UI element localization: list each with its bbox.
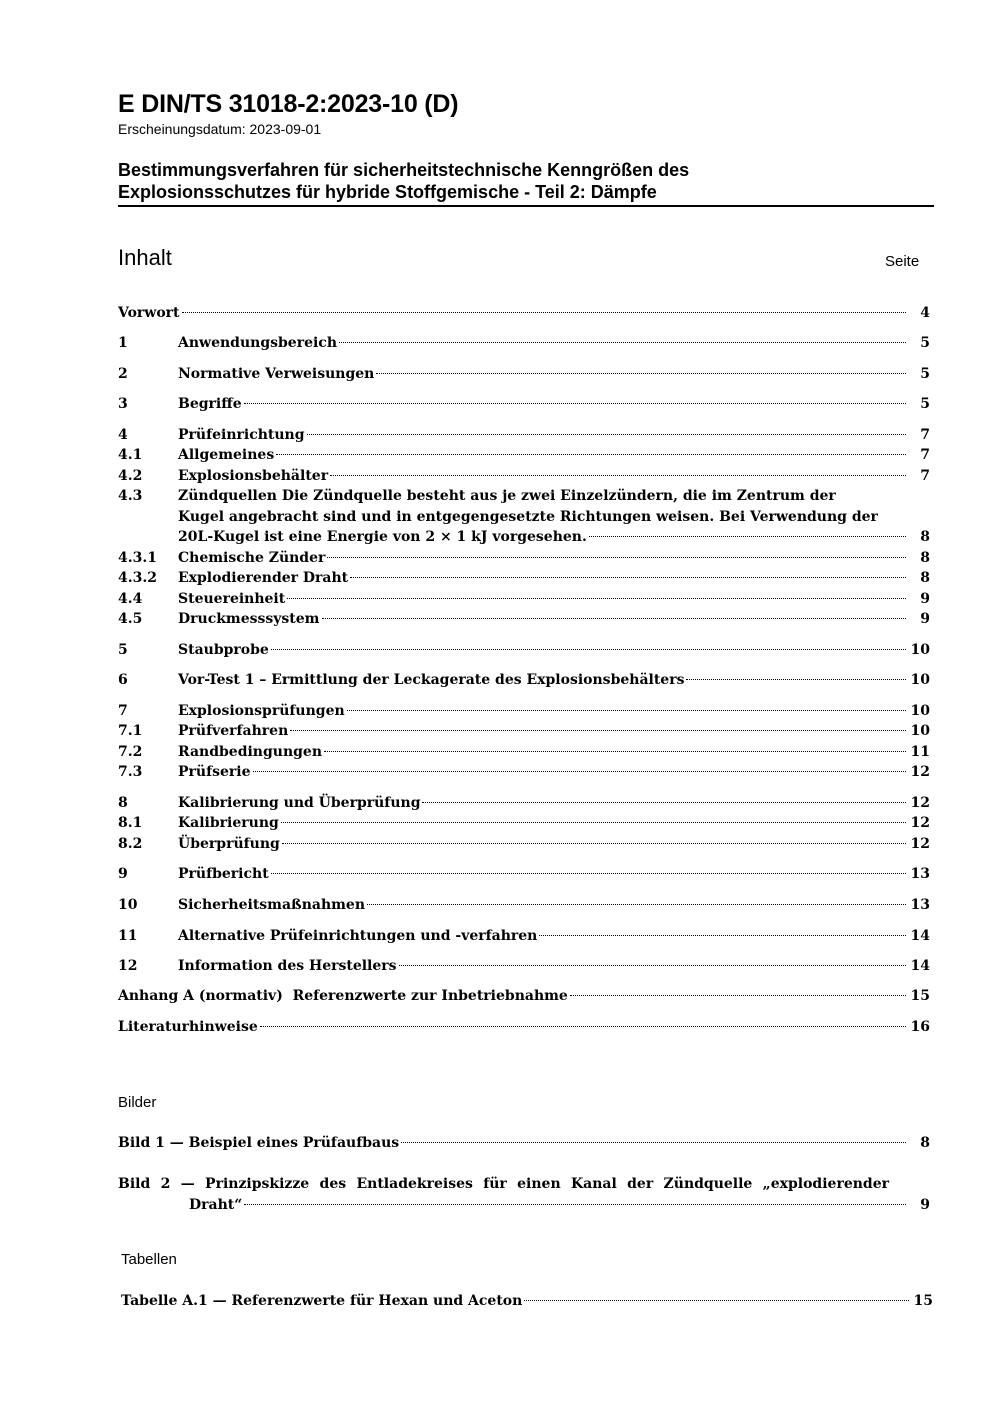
- table-entry-page: 15: [913, 1293, 933, 1309]
- toc-entry-11[interactable]: [118, 926, 930, 946]
- toc-entry-8[interactable]: [118, 793, 930, 813]
- dot-leader: [271, 873, 906, 874]
- toc-entry-5[interactable]: [118, 640, 930, 660]
- toc-entry-page: 12: [910, 764, 930, 780]
- toc-entry-annex-a[interactable]: [118, 986, 930, 1006]
- toc-entry-4-1[interactable]: [118, 445, 930, 465]
- toc-entry-number: 4.3: [118, 488, 143, 504]
- toc-entry-page: 10: [910, 723, 930, 739]
- figure-entry-label: Bild 1 — Beispiel eines Prüfaufbaus: [118, 1135, 400, 1151]
- toc-entry-7-1[interactable]: [118, 721, 930, 741]
- toc-entry-4-3-line-2[interactable]: Kugel angebracht sind und in entgegengesetzte Richtungen weisen. Bei Verwendung der: [178, 509, 878, 525]
- toc-entry-label: Anwendungsbereich: [178, 335, 337, 351]
- toc-entry-page: 4: [920, 305, 930, 321]
- title-line-1: Bestimmungsverfahren für sicherheitstechnische Kenngrößen des: [118, 160, 690, 180]
- toc-entry-number: 12: [118, 958, 138, 974]
- toc-entry-number: 4.4: [118, 591, 143, 607]
- dot-leader: [399, 965, 906, 966]
- toc-entry-2[interactable]: [118, 364, 930, 384]
- toc-entry-number: 4.3.2: [118, 570, 157, 586]
- title-line-2: Explosionsschutzes für hybride Stoffgemische - Teil 2: Dämpfe: [118, 182, 657, 202]
- toc-entry-number: 4.2: [118, 468, 143, 484]
- toc-entry-page: 13: [910, 866, 930, 882]
- toc-entry-label: Chemische Zünder: [178, 550, 326, 566]
- toc-entry-label: Explosionsprüfungen: [178, 703, 345, 719]
- toc-entry-label: Allgemeines: [178, 447, 275, 463]
- document-code: E DIN/TS 31018-2:2023-10 (D): [118, 90, 459, 118]
- toc-entry-label: Überprüfung: [178, 836, 280, 852]
- toc-entry-label: Prüfverfahren: [178, 723, 289, 739]
- toc-entry-number: 4: [118, 427, 128, 443]
- toc-entry-page: 12: [910, 815, 930, 831]
- dot-leader: [524, 1300, 909, 1301]
- publication-date: Erscheinungsdatum: 2023-09-01: [118, 121, 322, 137]
- toc-entry-4-3-line-1[interactable]: Zündquellen Die Zündquelle besteht aus je zwei Einzelzündern, die im Zentrum der: [178, 488, 836, 504]
- dot-leader: [324, 751, 906, 752]
- toc-entry-number: 4.5: [118, 611, 143, 627]
- page-column-label: Seite: [885, 253, 920, 270]
- toc-entry-4-5[interactable]: [118, 609, 930, 629]
- dot-leader: [287, 598, 906, 599]
- dot-leader: [276, 454, 906, 455]
- toc-entry-7-3[interactable]: [118, 762, 930, 782]
- toc-entry-page: 7: [920, 427, 930, 443]
- dot-leader: [253, 771, 907, 772]
- toc-entry-label: Druckmesssystem: [178, 611, 320, 627]
- toc-entry-number: 7.2: [118, 744, 143, 760]
- toc-entry-label: Kalibrierung: [178, 815, 279, 831]
- toc-entry-label: Staubprobe: [178, 642, 269, 658]
- toc-entry-number: 1: [118, 335, 128, 351]
- toc-entry-number: 8: [118, 795, 128, 811]
- dot-leader: [244, 403, 906, 404]
- dot-leader: [322, 618, 907, 619]
- toc-entry-page: 5: [920, 396, 930, 412]
- figure-entry-label: Draht“: [189, 1197, 243, 1213]
- dot-leader: [347, 710, 906, 711]
- toc-entry-page: 11: [910, 744, 930, 760]
- dot-leader: [570, 995, 906, 996]
- toc-entry-number: 7.3: [118, 764, 143, 780]
- dot-leader: [260, 1026, 906, 1027]
- toc-entry-page: 10: [910, 703, 930, 719]
- dot-leader: [401, 1142, 906, 1143]
- dot-leader: [589, 536, 906, 537]
- figure-entry-2[interactable]: [118, 1195, 930, 1215]
- toc-entry-page: 8: [920, 529, 930, 545]
- toc-entry-label: Anhang A (normativ) Referenzwerte zur Inbetriebnahme: [118, 988, 568, 1004]
- dot-leader: [422, 802, 906, 803]
- toc-entry-page: 10: [910, 642, 930, 658]
- toc-entry-page: 7: [920, 447, 930, 463]
- toc-entry-page: 8: [920, 570, 930, 586]
- toc-entry-bibliography[interactable]: [118, 1017, 930, 1037]
- toc-entry-8-2[interactable]: [118, 834, 930, 854]
- toc-heading: Inhalt: [118, 245, 172, 270]
- toc-entry-page: 9: [920, 611, 930, 627]
- toc-entry-label: Prüfeinrichtung: [178, 427, 305, 443]
- toc-entry-9[interactable]: [118, 864, 930, 884]
- dot-leader: [244, 1204, 906, 1205]
- toc-entry-page: 14: [910, 928, 930, 944]
- figure-entry-2-line-1[interactable]: Bild 2 — Prinzipskizze des Entladekreises für einen Kanal der Zündquelle „explodierender: [118, 1176, 889, 1192]
- toc-entry-number: 4.3.1: [118, 550, 157, 566]
- figure-entry-page: 8: [920, 1135, 930, 1151]
- toc-entry-page: 14: [910, 958, 930, 974]
- table-entry-label: Tabelle A.1 — Referenzwerte für Hexan und Aceton: [121, 1293, 523, 1309]
- toc-entry-number: 10: [118, 897, 138, 913]
- figure-entry-1[interactable]: [118, 1133, 930, 1153]
- toc-entry-page: 5: [920, 366, 930, 382]
- dot-leader: [376, 373, 906, 374]
- toc-entry-number: 3: [118, 396, 128, 412]
- dot-leader: [281, 822, 906, 823]
- toc-entry-label: Explodierender Draht: [178, 570, 349, 586]
- toc-entry-page: 12: [910, 836, 930, 852]
- toc-entry-vorwort[interactable]: [118, 303, 930, 323]
- toc-entry-label: Randbedingungen: [178, 744, 322, 760]
- toc-entry-6[interactable]: [118, 670, 930, 690]
- table-entry-a1[interactable]: [121, 1291, 933, 1311]
- toc-entry-label: Information des Herstellers: [178, 958, 397, 974]
- toc-entry-number: 8.2: [118, 836, 143, 852]
- toc-entry-label: Vor-Test 1 – Ermittlung der Leckagerate des Explosionsbehälters: [178, 672, 685, 688]
- toc-entry-page: 10: [910, 672, 930, 688]
- toc-entry-12[interactable]: [118, 956, 930, 976]
- toc-entry-label: Prüfserie: [178, 764, 251, 780]
- toc-entry-7[interactable]: [118, 701, 930, 721]
- toc-entry-page: 13: [910, 897, 930, 913]
- dot-leader: [182, 312, 906, 313]
- toc-entry-number: 11: [118, 928, 138, 944]
- toc-entry-number: 4.1: [118, 447, 143, 463]
- dot-leader: [271, 649, 906, 650]
- toc-entry-page: 8: [920, 550, 930, 566]
- toc-entry-label: Explosionsbehälter: [178, 468, 329, 484]
- tables-heading: Tabellen: [121, 1251, 177, 1268]
- toc-entry-4-3-2[interactable]: [118, 568, 930, 588]
- toc-entry-4-4[interactable]: [118, 589, 930, 609]
- dot-leader: [290, 730, 906, 731]
- toc-entry-label: 20L-Kugel ist eine Energie von 2 × 1 kJ vorgesehen.: [178, 529, 587, 545]
- toc-entry-number: 5: [118, 642, 128, 658]
- toc-entry-number: 7.1: [118, 723, 143, 739]
- toc-entry-label: Prüfbericht: [178, 866, 269, 882]
- toc-entry-1[interactable]: [118, 333, 930, 353]
- toc-entry-number: 6: [118, 672, 128, 688]
- toc-entry-number: 8.1: [118, 815, 143, 831]
- toc-entry-page: 15: [910, 988, 930, 1004]
- toc-entry-page: 5: [920, 335, 930, 351]
- toc-entry-4-3-1[interactable]: [118, 548, 930, 568]
- toc-entry-4-2[interactable]: [118, 466, 930, 486]
- dot-leader: [539, 935, 906, 936]
- dot-leader: [327, 557, 906, 558]
- dot-leader: [350, 577, 906, 578]
- toc-entry-3[interactable]: [118, 394, 930, 414]
- toc-entry-page: 16: [910, 1019, 930, 1035]
- dot-leader: [307, 434, 906, 435]
- toc-entry-7-2[interactable]: [118, 742, 930, 762]
- toc-entry-number: 2: [118, 366, 128, 382]
- toc-entry-label: Normative Verweisungen: [178, 366, 375, 382]
- toc-entry-4[interactable]: [118, 425, 930, 445]
- toc-entry-page: 7: [920, 468, 930, 484]
- title-divider: [118, 205, 934, 207]
- figure-entry-page: 9: [920, 1197, 930, 1213]
- figures-heading: Bilder: [118, 1094, 157, 1111]
- document-title: [118, 159, 934, 203]
- dot-leader: [367, 904, 906, 905]
- toc-entry-label: Literaturhinweise: [118, 1019, 258, 1035]
- toc-entry-number: 9: [118, 866, 128, 882]
- toc-entry-page: 12: [910, 795, 930, 811]
- toc-entry-4-3[interactable]: [118, 527, 930, 547]
- dot-leader: [330, 475, 906, 476]
- dot-leader: [282, 843, 906, 844]
- toc-entry-number: 7: [118, 703, 128, 719]
- toc-entry-label: Alternative Prüfeinrichtungen und -verfahren: [178, 928, 538, 944]
- toc-entry-label: Steuereinheit: [178, 591, 286, 607]
- toc-entry-label: Vorwort: [118, 305, 180, 321]
- dot-leader: [339, 342, 906, 343]
- toc-entry-label: Kalibrierung und Überprüfung: [178, 795, 421, 811]
- toc-entry-10[interactable]: [118, 895, 930, 915]
- toc-entry-page: 9: [920, 591, 930, 607]
- dot-leader: [686, 679, 906, 680]
- toc-entry-8-1[interactable]: [118, 813, 930, 833]
- toc-entry-label: Sicherheitsmaßnahmen: [178, 897, 366, 913]
- toc-entry-label: Begriffe: [178, 396, 242, 412]
